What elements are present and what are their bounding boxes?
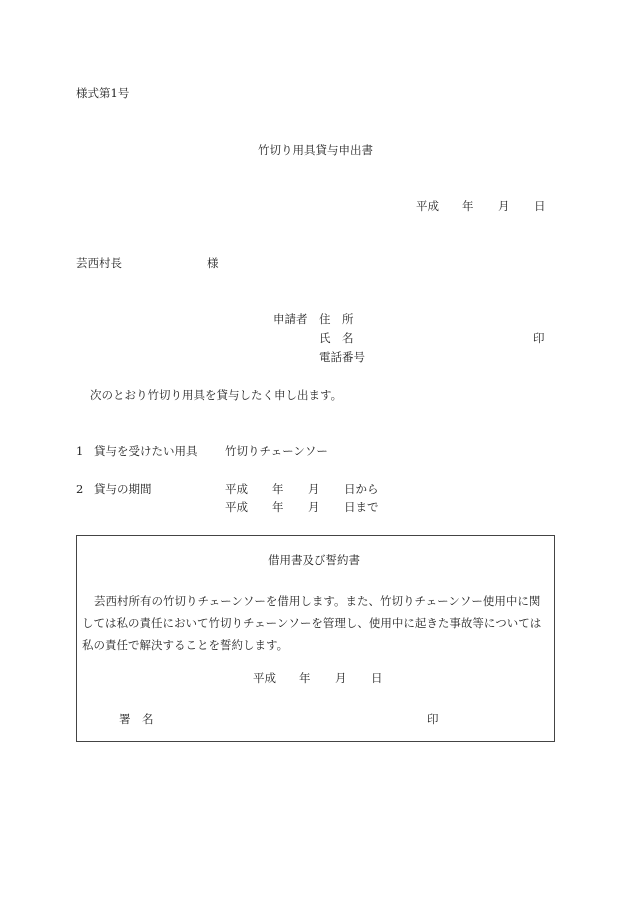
document-title: 竹切り用具貸与申出書 <box>258 143 373 157</box>
pledge-line: 芸西村所有の竹切りチェーンソーを借用します。また、竹切りチェーンソー使用中に関 <box>94 594 541 608</box>
date-year: 年 <box>462 199 474 213</box>
item-number: 1 <box>76 444 84 458</box>
applicant-phone-label: 電話番号 <box>319 350 365 364</box>
period-to-era: 平成 <box>225 500 248 514</box>
period-to-day: 日まで <box>344 500 379 514</box>
period-from-era: 平成 <box>225 482 248 496</box>
period-from-year: 年 <box>272 482 284 496</box>
pledge-date-era: 平成 <box>253 671 276 685</box>
applicant-address-label: 住 所 <box>319 312 354 326</box>
intro-text: 次のとおり竹切り用具を貸与したく申し出ます。 <box>90 388 343 402</box>
period-from-month: 月 <box>308 482 320 496</box>
item-value: 竹切りチェーンソー <box>225 444 328 458</box>
period-to-month: 月 <box>308 500 320 514</box>
signature-seal: 印 <box>427 712 439 726</box>
pledge-body <box>82 590 550 656</box>
applicant-seal: 印 <box>533 331 545 345</box>
item-number: 2 <box>76 482 84 496</box>
date-month: 月 <box>498 199 510 213</box>
pledge-date-day: 日 <box>371 671 383 685</box>
signature-label: 署 名 <box>119 712 154 726</box>
applicant-name-label: 氏 名 <box>319 331 354 345</box>
item-label: 貸与の期間 <box>94 482 152 496</box>
pledge-line: 私の責任で解決することを誓約します。 <box>82 638 289 652</box>
pledge-line: しては私の責任において竹切りチェーンソーを管理し、使用中に起きた事故等については <box>82 616 542 630</box>
addressee-honorific: 様 <box>207 256 219 270</box>
period-to-year: 年 <box>272 500 284 514</box>
applicant-label: 申請者 <box>273 312 308 326</box>
period-from-day: 日から <box>344 482 379 496</box>
addressee-name: 芸西村長 <box>76 256 122 270</box>
pledge-date-year: 年 <box>299 671 311 685</box>
pledge-title: 借用書及び誓約書 <box>268 553 360 567</box>
form-number: 様式第1号 <box>76 86 130 100</box>
pledge-date-month: 月 <box>335 671 347 685</box>
item-label: 貸与を受けたい用具 <box>94 444 198 458</box>
date-era: 平成 <box>416 199 439 213</box>
date-day: 日 <box>534 199 546 213</box>
